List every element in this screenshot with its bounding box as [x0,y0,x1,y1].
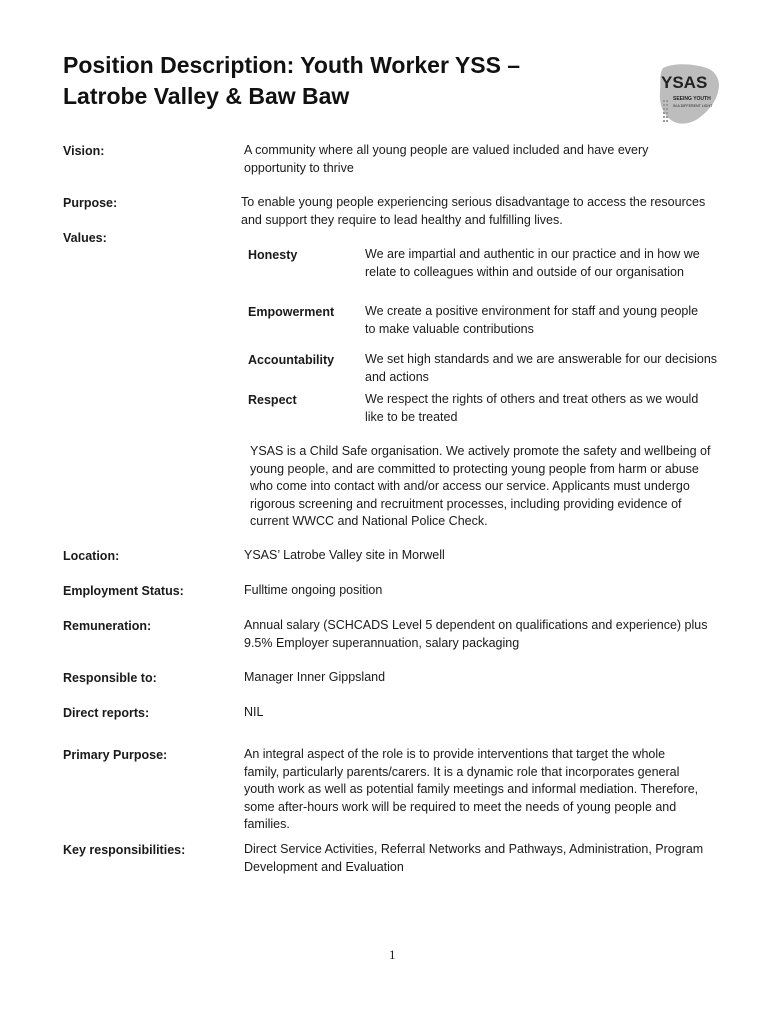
logo-text: YSAS [661,73,708,92]
page-title [63,50,623,112]
title-line-2: Latrobe Valley & Baw Baw [63,83,350,109]
logo-tagline-1: SEEING YOUTH [673,96,711,102]
primary-purpose-value [244,746,724,834]
employment-status-label: Employment Status: [63,584,184,598]
responsible-to-label: Responsible to: [63,671,157,685]
child-safe-statement [250,443,720,531]
child-safe-line: young people, and are committed to protecting young people from harm or abuse [250,461,699,476]
primary-purpose-line: youth work as well as potential family meetings and informal mediation. Therefore, [244,782,699,796]
employment-status-value: Fulltime ongoing position [244,583,383,597]
child-safe-line: who come into contact with and/or access our service. Applicants must undergo [250,479,690,493]
logo-tagline-2: IN A DIFFERENT LIGHT [673,104,713,108]
vision-line-1: A community where all young people are valued included and have every [244,143,649,157]
child-safe-line: current WWCC and National Police Check. [250,514,488,528]
value-name: Honesty [248,248,298,262]
location-value: YSAS’ Latrobe Valley site in Morwell [244,548,445,562]
vision-line-2: opportunity to thrive [244,160,354,175]
value-description-line: We set high standards and we are answerable for our decisions [365,352,718,366]
primary-purpose-line: An integral aspect of the role is to provide interventions that target the whole [244,747,666,761]
remuneration-line-2: 9.5% Employer superannuation, salary packaging [244,635,520,650]
primary-purpose-line: families. [244,817,290,831]
ysas-logo [655,60,725,130]
direct-reports-label: Direct reports: [63,706,150,720]
vision-label: Vision: [63,144,105,158]
direct-reports-value: NIL [244,705,264,719]
value-description-line: We create a positive environment for staff and young people [365,304,699,318]
value-description-line: relate to colleagues within and outside of our organisation [365,264,684,279]
key-responsibilities-line-2: Development and Evaluation [244,859,404,874]
primary-purpose-line: some after-hours work will be required to meet the needs of young people and [244,799,677,814]
value-name: Respect [248,393,297,407]
value-description-line: and actions [365,369,429,384]
value-name: Accountability [248,353,335,367]
location-label: Location: [63,549,120,563]
remuneration-line-1: Annual salary (SCHCADS Level 5 dependent on qualifications and experience) plus [244,618,708,632]
remuneration-label: Remuneration: [63,619,152,633]
value-description-line: to make valuable contributions [365,321,534,336]
vision-text [244,142,724,177]
value-name: Empowerment [248,305,335,319]
value-description-line: We are impartial and authentic in our practice and in how we [365,247,700,261]
value-description [365,351,725,386]
child-safe-line: rigorous screening and recruitment processes, including providing evidence of [250,496,682,511]
key-responsibilities-label: Key responsibilities: [63,843,186,857]
value-description [365,246,725,281]
title-line-1: Position Description: Youth Worker YSS – [63,52,521,78]
value-description-line: like to be treated [365,409,458,424]
remuneration-value [244,617,724,652]
purpose-text [241,194,721,229]
child-safe-line: YSAS is a Child Safe organisation. We actively promote the safety and wellbeing of [250,444,711,458]
purpose-line-2: and support they require to lead healthy and fulfilling lives. [241,212,563,227]
key-responsibilities-value [244,841,724,876]
page-number: 1 [389,947,396,962]
primary-purpose-label: Primary Purpose: [63,748,168,762]
values-label: Values: [63,231,107,245]
value-description-line: We respect the rights of others and treat others as we would [365,392,699,406]
key-responsibilities-line-1: Direct Service Activities, Referral Networks and Pathways, Administration, Program [244,842,704,856]
purpose-line-1: To enable young people experiencing serious disadvantage to access the resources [241,195,706,209]
purpose-label: Purpose: [63,196,118,210]
responsible-to-value: Manager Inner Gippsland [244,670,386,684]
value-description [365,303,725,338]
value-description [365,391,725,426]
primary-purpose-line: family, particularly parents/carers. It is a dynamic role that incorporates general [244,764,680,779]
